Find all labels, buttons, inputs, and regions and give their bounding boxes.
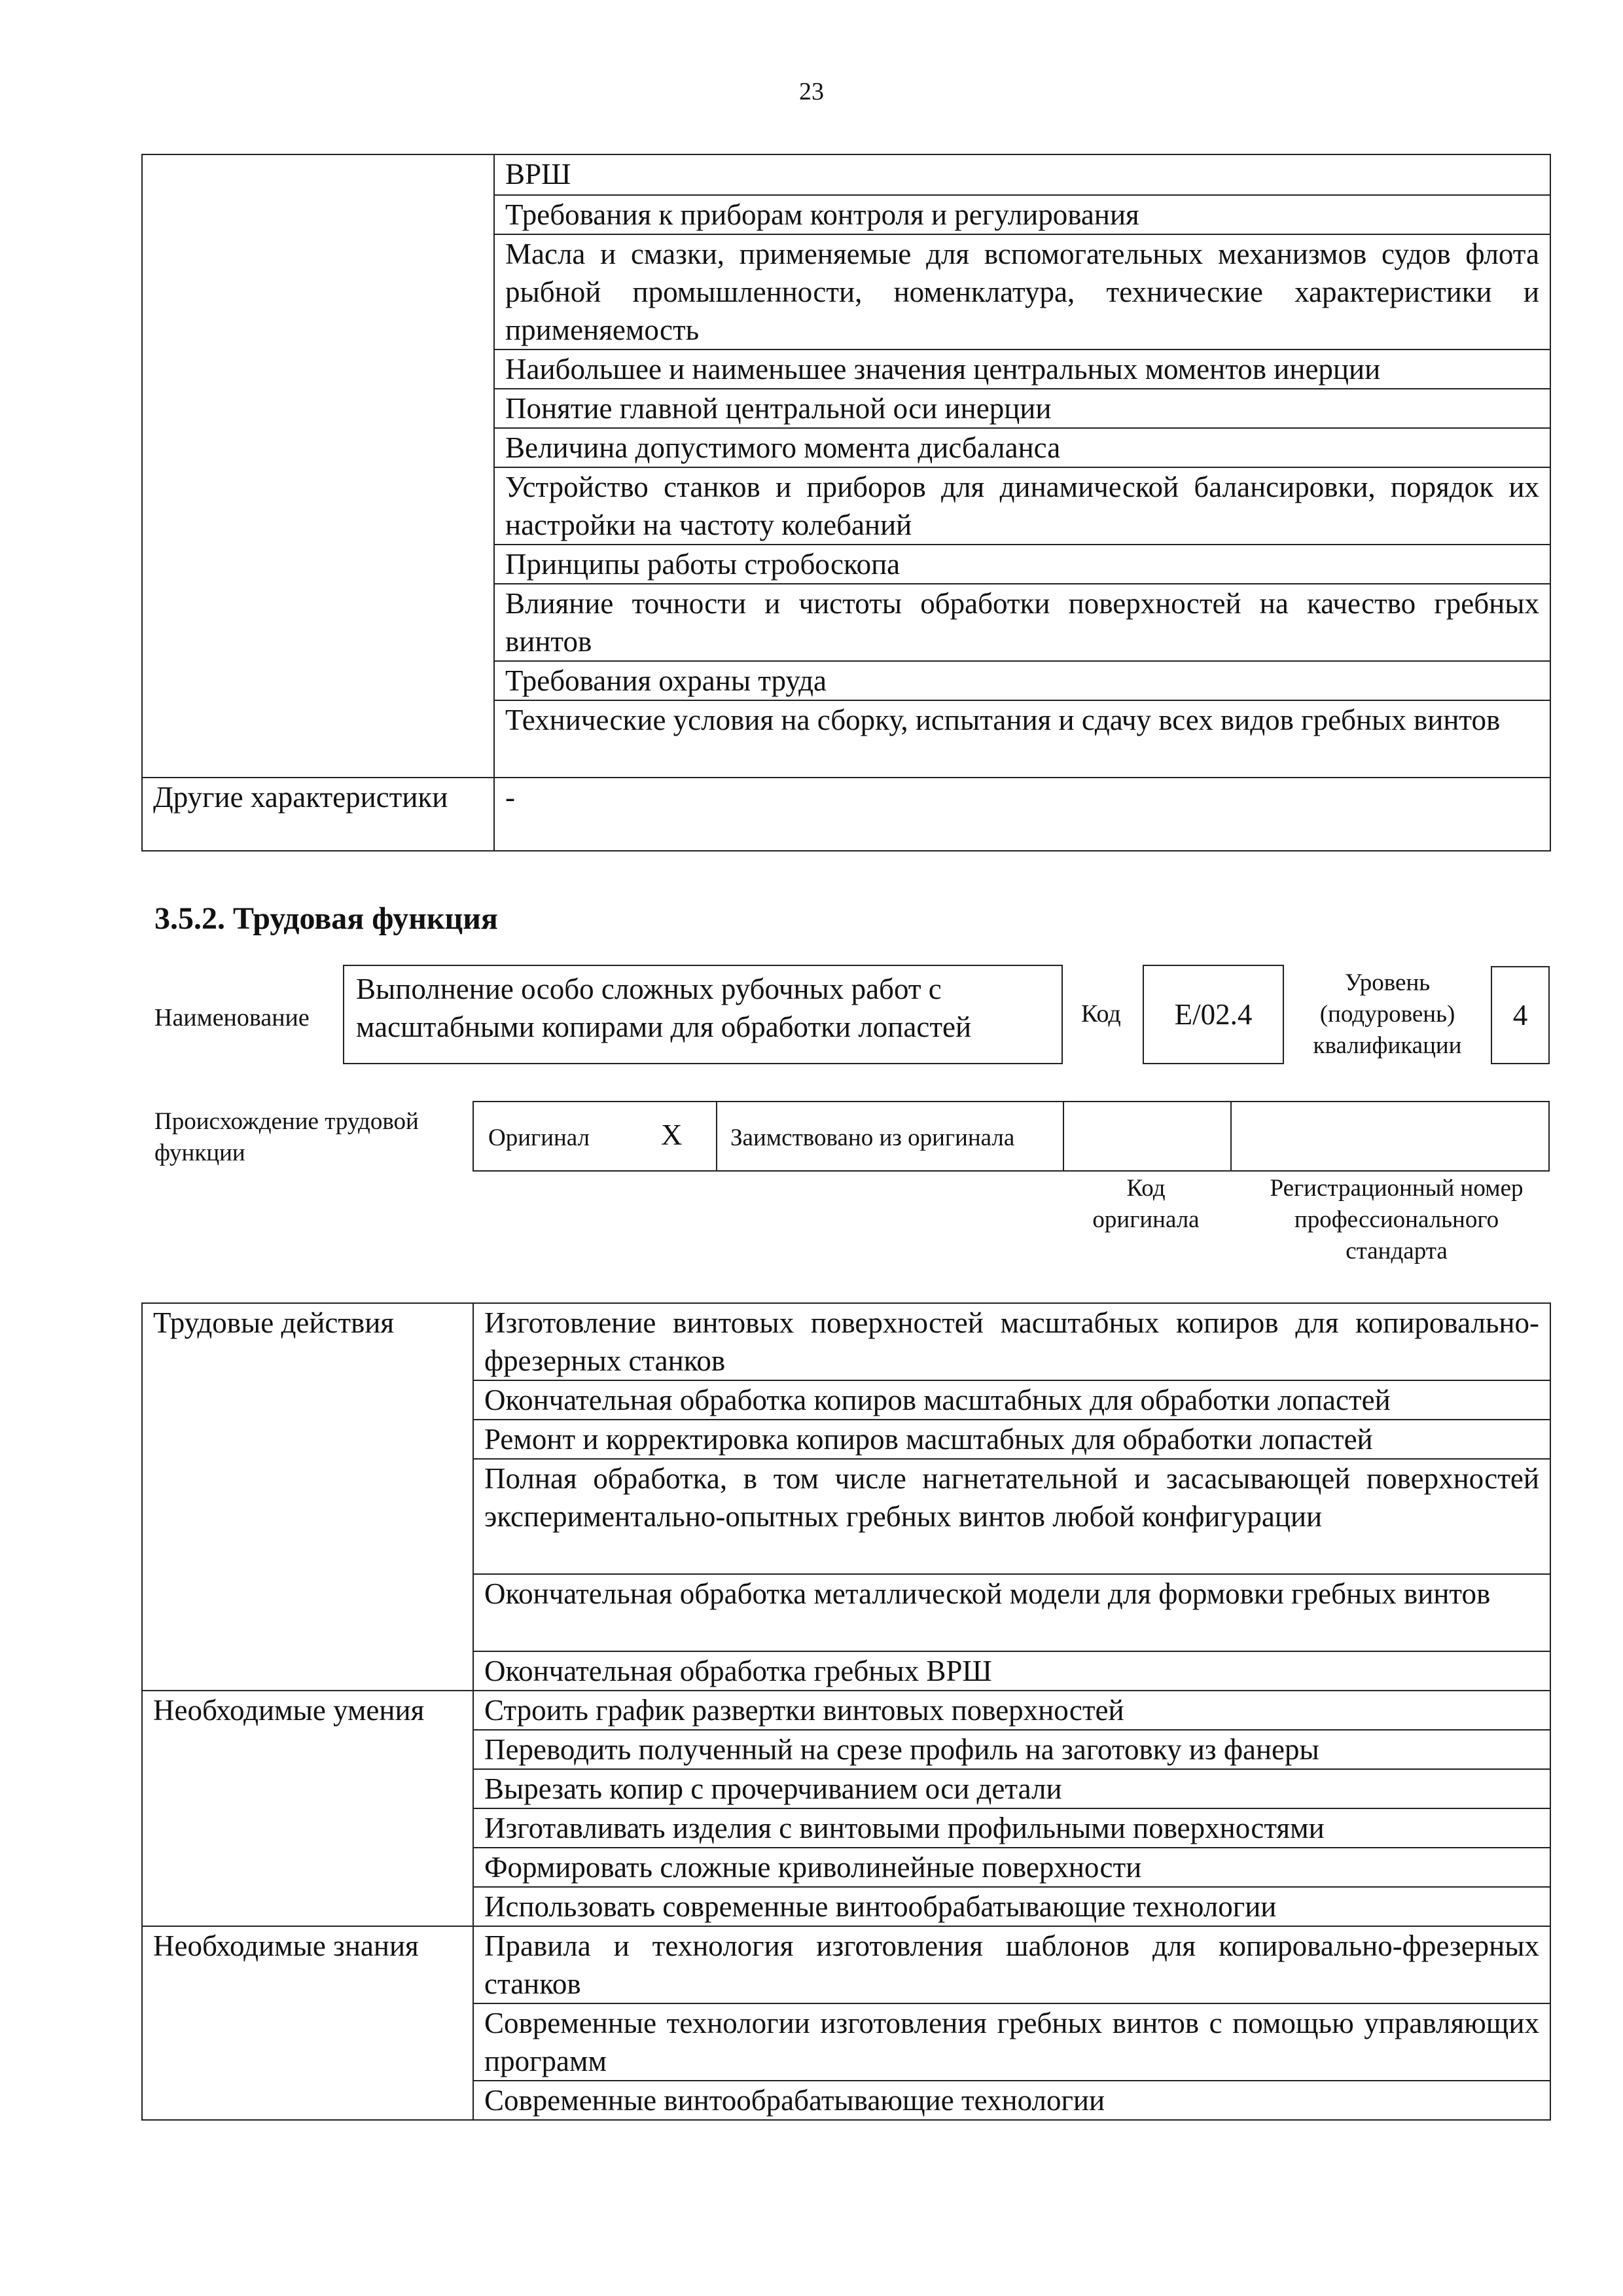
section-title: 3.5.2. Трудовая функция (154, 901, 498, 936)
table-row: Принципы работы стробоскопа (494, 545, 1550, 584)
table-row: Окончательная обработка металлической модели для формовки гребных винтов (473, 1574, 1550, 1651)
origin-divider-2 (1063, 1102, 1064, 1170)
table-row: Понятие главной центральной оси инерции (494, 389, 1550, 428)
reg-caption: Регистрационный номер профессионального стандарта (1270, 1175, 1524, 1265)
work-function-table (141, 1302, 1551, 2121)
table-row: Требования к приборам контроля и регулирования (494, 195, 1550, 234)
table-row: Величина допустимого момента дисбаланса (494, 428, 1550, 467)
table-row: Полная обработка, в том числе нагнетательной и засасывающей поверхностей экспериментально-опытных гребных винтов любой конфигурации (473, 1459, 1550, 1574)
knowledge-continuation-table (141, 154, 1551, 852)
level-value: 4 (1512, 999, 1528, 1031)
table-row: Влияние точности и чистоты обработки поверхностей на качество гребных винтов (494, 584, 1550, 661)
table-row: Окончательная обработка гребных ВРШ (473, 1651, 1550, 1691)
table-row: Требования охраны труда (494, 661, 1550, 700)
table-row: Ремонт и корректировка копиров масштабных для обработки лопастей (473, 1420, 1550, 1459)
table-row: Технические условия на сборку, испытания и сдачу всех видов гребных винтов (494, 700, 1550, 778)
table-row: Масла и смазки, применяемые для вспомогательных механизмов судов флота рыбной промышленности, номенклатура, технические характеристики и применяемость (494, 234, 1550, 350)
function-name-box (343, 965, 1063, 1064)
table-row: Изготавливать изделия с винтовыми профильными поверхностями (473, 1808, 1550, 1848)
function-name-value: Выполнение особо сложных рубочных работ с масштабными копирами для обработки лопастей (356, 973, 972, 1043)
group-label-knowledge: Необходимые знания (142, 1926, 473, 2120)
level-box (1491, 966, 1550, 1064)
original-label: Оригинал (488, 1124, 590, 1151)
table-row: Современные винтообрабатывающие технологии (473, 2081, 1550, 2120)
table-row: Окончательная обработка копиров масштабных для обработки лопастей (473, 1380, 1550, 1420)
origin-divider-3 (1230, 1102, 1232, 1170)
table-row: ВРШ (494, 154, 1550, 195)
table-row: Современные технологии изготовления гребных винтов с помощью управляющих программ (473, 2003, 1550, 2081)
level-label: Уровень (подуровень) квалификации (1313, 969, 1462, 1059)
code-label: Код (1081, 1000, 1121, 1028)
empty-label-cell (142, 154, 494, 778)
group-label-actions: Трудовые действия (142, 1303, 473, 1691)
table-row: Использовать современные винтообрабатывающие технологии (473, 1887, 1550, 1926)
table-row: Устройство станков и приборов для динамической балансировки, порядок их настройки на частоту колебаний (494, 467, 1550, 545)
table-row: Изготовление винтовых поверхностей масштабных копиров для копировально-фрезерных станков (473, 1303, 1550, 1380)
origin-divider-1 (716, 1102, 717, 1170)
table-row: Переводить полученный на срезе профиль на заготовку из фанеры (473, 1730, 1550, 1769)
other-characteristics-value: - (494, 778, 1550, 851)
table-row: Правила и технология изготовления шаблонов для копировально-фрезерных станков (473, 1926, 1550, 2003)
table-row: Строить график развертки винтовых поверхностей (473, 1691, 1550, 1730)
origin-row (473, 1101, 1550, 1172)
borrowed-label: Заимствовано из оригинала (730, 1124, 1015, 1151)
name-label: Наименование (154, 1004, 310, 1031)
page-number: 23 (799, 78, 824, 105)
origin-label: Происхождение трудовой функции (154, 1108, 419, 1166)
table-row: Вырезать копир с прочерчиванием оси детали (473, 1769, 1550, 1808)
table-row: Наибольшее и наименьшее значения центральных моментов инерции (494, 350, 1550, 389)
group-label-skills: Необходимые умения (142, 1691, 473, 1926)
code-box (1143, 965, 1284, 1064)
code-caption: Код оригинала (1092, 1175, 1200, 1233)
original-mark: X (661, 1119, 683, 1151)
code-value: E/02.4 (1174, 998, 1253, 1031)
other-characteristics-label: Другие характеристики (142, 778, 494, 851)
table-row: Формировать сложные криволинейные поверхности (473, 1848, 1550, 1887)
